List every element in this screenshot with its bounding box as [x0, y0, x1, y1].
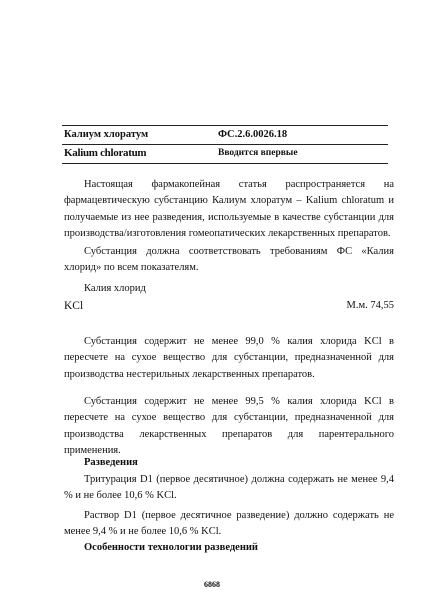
monograph-status: Вводится впервые — [218, 148, 298, 158]
content-paragraph-nonsterile: Субстанция содержит не менее 99,0 % калия хлорида KCl в пересчете на сухое вещество для субстанции, предназначенной для производства нестерильных лекарственных препаратов. — [64, 336, 394, 380]
substance-name-russian: Калиум хлоратум — [64, 129, 149, 140]
molar-mass: М.м. 74,55 — [346, 300, 394, 311]
header-bottom-rule — [62, 163, 388, 164]
chemical-formula: KCl — [64, 300, 84, 312]
section-title-dilutions: Разведения — [84, 457, 138, 468]
intro-paragraph: Настоящая фармакопейная статья распространяется на фармацевтическую субстанцию Калиум хлоратум – Kalium chloratum и получаемые из нее разведения, используемые в качестве субстанции для производства/изготовления гомеопатических лекарственных препаратов. — [64, 179, 394, 239]
compound-name: Калия хлорид — [84, 283, 146, 294]
page-number: 6868 — [204, 580, 220, 589]
section-title-technology: Особенности технологии разведений — [84, 542, 258, 553]
substance-name-latin: Kalium chloratum — [64, 147, 147, 159]
trituration-paragraph: Тритурация D1 (первое десятичное) должна содержать не менее 9,4 % и не более 10,6 % KCl. — [64, 474, 394, 502]
header-top-rule — [62, 125, 388, 126]
requirement-paragraph: Субстанция должна соответствовать требованиям ФС «Калия хлорид» по всем показателям. — [64, 246, 394, 274]
monograph-code: ФС.2.6.0026.18 — [218, 129, 288, 140]
header-middle-rule — [62, 144, 388, 145]
solution-paragraph: Раствор D1 (первое десятичное разведение) должно содержать не менее 9,4 % и не более 10,6 % KCl. — [64, 510, 394, 538]
content-paragraph-parenteral: Субстанция содержит не менее 99,5 % калия хлорида KCl в пересчете на сухое вещество для субстанции, предназначенной для производства лекарственных препаратов для парентерального применения. — [64, 396, 394, 456]
